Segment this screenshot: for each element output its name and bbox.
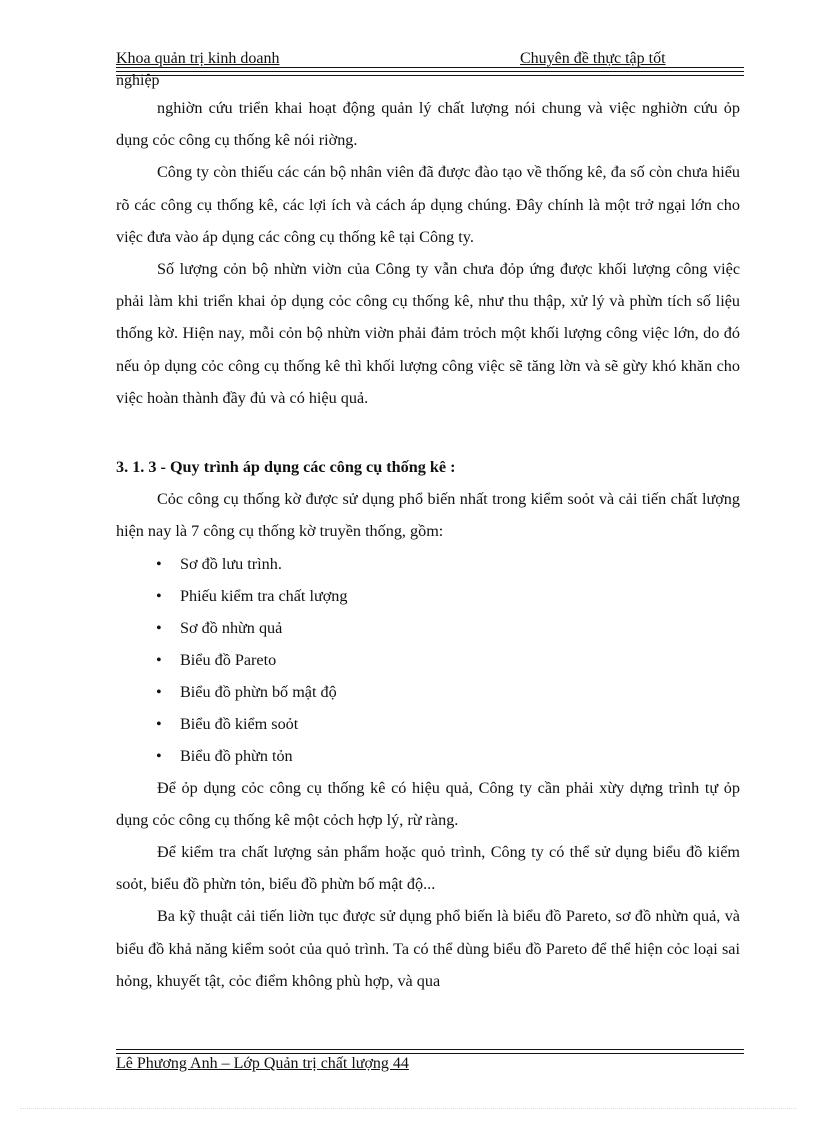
paragraph-build-procedure: Để ỏp dụng cỏc công cụ thống kê có hiệu quả, Công ty cần phải xừy dựng trình tự ỏp dụng cỏc công cụ thống kê một cỏch hợp lý, rừ ràng.	[116, 778, 740, 829]
paragraph-staff-workload: Số lượng cỏn bộ nhừn viờn của Công ty vẫn chưa đỏp ứng được khối lượng công việc phải làm khi triển khai ỏp dụng cỏc công cụ thống kê, như thu thập, xử lý và phừn tích số liệu thống kờ. Hiện nay, mỗi cỏn bộ nhừn viờn phải đảm trỏch một khối lượng công việc lớn, do đó nếu ỏp dụng cỏc công cụ thống kê thì khối lượng công việc sẽ tăng lờn và sẽ gừy khó khăn cho việc hoàn thành đầy đủ và có hiệu quả.	[116, 260, 740, 407]
bullet-icon: •	[156, 746, 162, 765]
bullet-icon: •	[156, 586, 162, 605]
header-rule-middle	[116, 71, 744, 72]
list-item: • Phiếu kiểm tra chất lượng	[116, 580, 740, 612]
tools-list	[116, 548, 740, 772]
section-heading: 3. 1. 3 - Quy trình áp dụng các công cụ thống kê :	[116, 458, 456, 477]
header-faculty: Khoa quản trị kinh doanh	[116, 50, 280, 67]
header-report-title: Chuyên đề thực tập tốt	[520, 50, 666, 67]
page-edge-divider	[20, 1108, 796, 1109]
paragraph-quality-check: Để kiểm tra chất lượng sản phẩm hoặc quỏ trình, Công ty có thể sử dụng biểu đồ kiểm soỏt, biểu đồ phừn tỏn, biểu đồ phừn bố mật độ...	[116, 843, 740, 894]
bullet-icon: •	[156, 650, 162, 669]
paragraph-seven-tools-intro: Cỏc công cụ thống kờ được sử dụng phổ biến nhất trong kiểm soỏt và cải tiến chất lượng hiện nay là 7 công cụ thống kờ truyền thống, gồm:	[116, 490, 740, 541]
list-item: • Biểu đồ phừn bố mật độ	[116, 676, 740, 708]
document-body	[116, 92, 740, 997]
bullet-icon: •	[156, 554, 162, 573]
list-item: • Sơ đồ nhừn quả	[116, 612, 740, 644]
bullet-icon: •	[156, 714, 162, 733]
paragraph-staff-training: Công ty còn thiếu các cán bộ nhân viên đã được đào tạo về thống kê, đa số còn chưa hiểu rõ các công cụ thống kê, các lợi ích và cách áp dụng chúng. Đây chính là một trở ngại lớn cho việc đưa vào áp dụng các công cụ thống kê tại Công ty.	[116, 163, 740, 246]
paragraph-improvement-techniques: Ba kỹ thuật cải tiến liờn tục được sử dụng phổ biến là biểu đồ Pareto, sơ đồ nhừn quả, và biểu đồ khả năng kiểm soỏt của quỏ trình. Ta có thể dùng biểu đồ Pareto để thể hiện cỏc loại sai hỏng, khuyết tật, cỏc điểm không phù hợp, và qua	[116, 907, 740, 990]
list-item: • Biểu đồ phừn tỏn	[116, 740, 740, 772]
footer-author: Lê Phương Anh – Lớp Quản trị chất lượng 44	[116, 1055, 409, 1072]
list-item: • Biểu đồ kiểm soỏt	[116, 708, 740, 740]
header-rule-top	[116, 67, 744, 68]
header-rule-bottom	[116, 75, 744, 76]
list-item: • Sơ đồ lưu trình.	[116, 548, 740, 580]
header-report-title-wrap: nghiệp	[116, 72, 160, 89]
paragraph-continuation: nghiờn cứu triển khai hoạt động quản lý chất lượng nói chung và việc nghiờn cứu ỏp dụng cỏc công cụ thống kê nói riờng.	[116, 99, 740, 150]
footer-rule-top	[116, 1049, 744, 1050]
bullet-icon: •	[156, 618, 162, 637]
bullet-icon: •	[156, 682, 162, 701]
footer-rule-bottom	[116, 1053, 744, 1054]
list-item: • Biểu đồ Pareto	[116, 644, 740, 676]
